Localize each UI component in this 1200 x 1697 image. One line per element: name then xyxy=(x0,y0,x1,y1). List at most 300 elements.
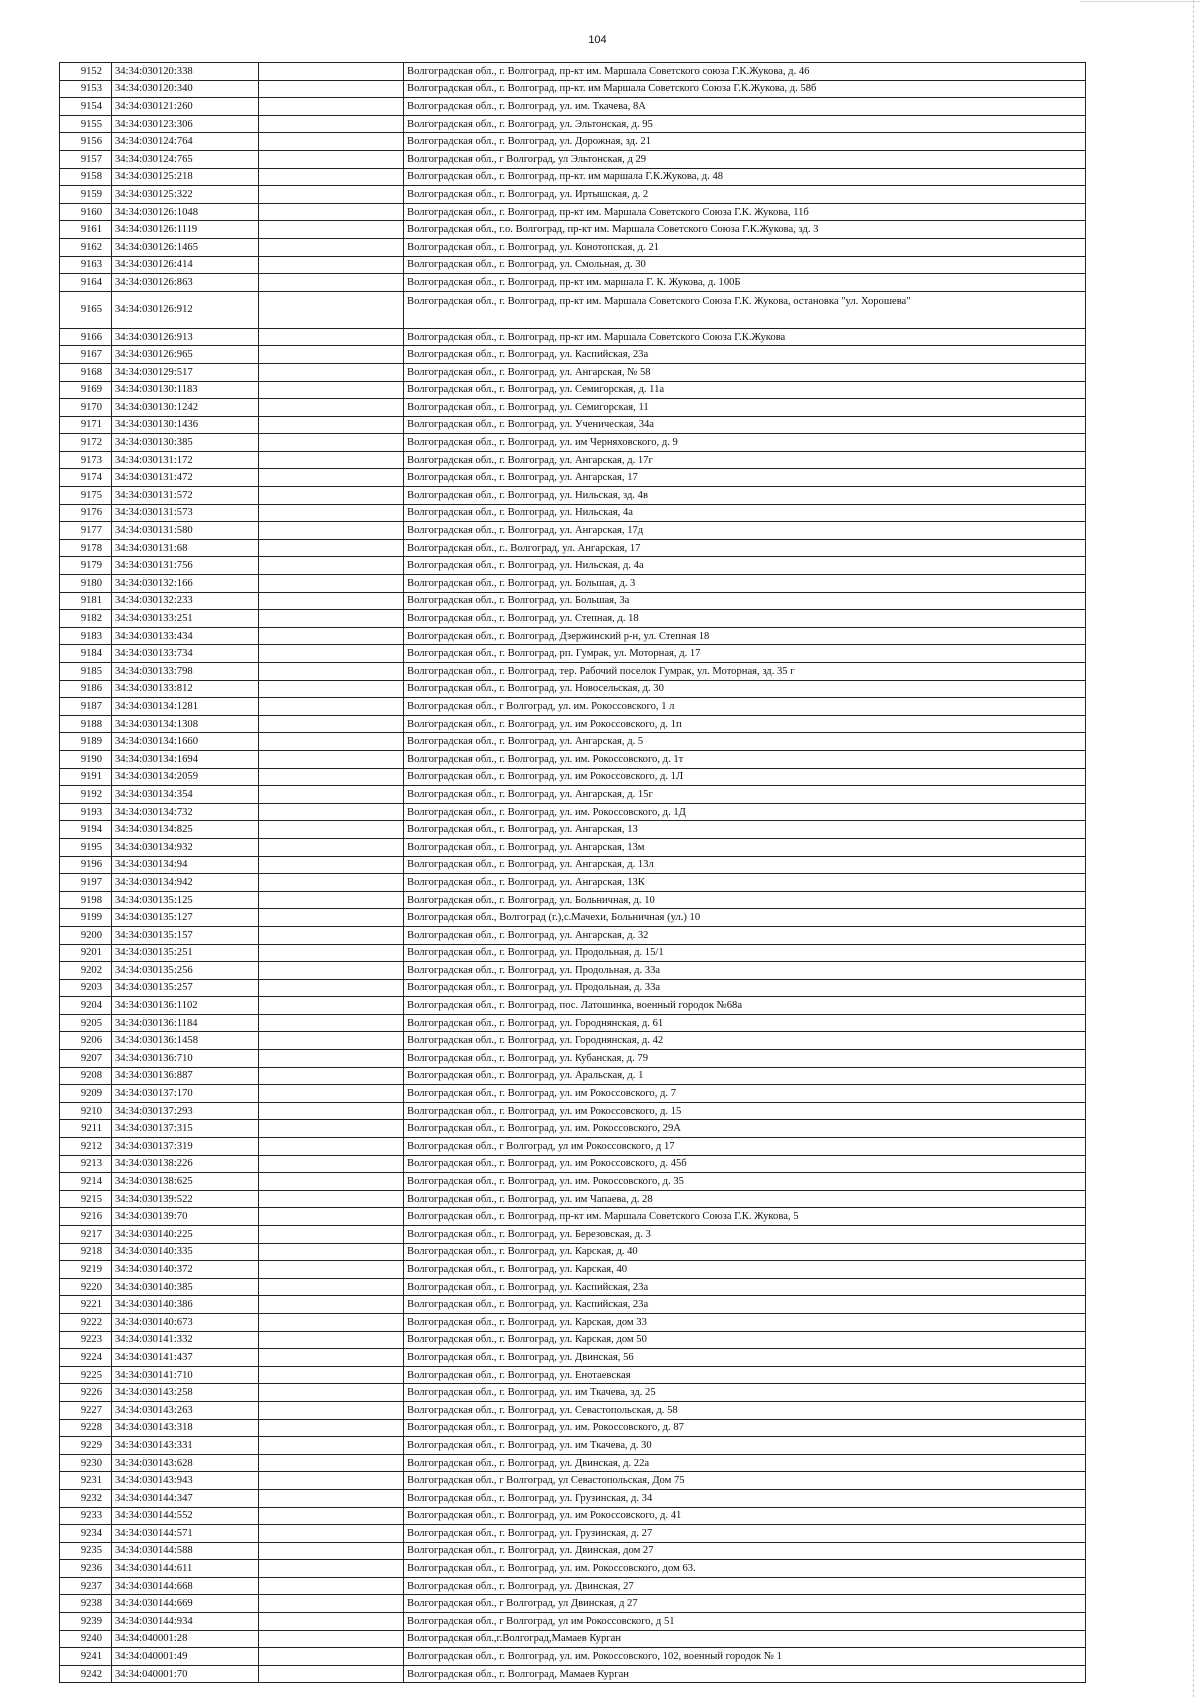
table-row xyxy=(60,487,1086,505)
empty-cell xyxy=(259,1261,404,1279)
table-row xyxy=(60,256,1086,274)
address-cell: Волгоградская обл., г. Волгоград, пр-кт им. Маршала Советского союза Г.К.Жукова, д. 46 xyxy=(404,63,1086,81)
table-row xyxy=(60,715,1086,733)
cadastral-number-cell: 34:34:030135:256 xyxy=(112,962,259,980)
table-row xyxy=(60,838,1086,856)
cadastral-number-cell: 34:34:030137:315 xyxy=(112,1120,259,1138)
cadastral-number-cell: 34:34:030140:335 xyxy=(112,1243,259,1261)
row-number-cell: 9216 xyxy=(60,1208,112,1226)
row-number-cell: 9175 xyxy=(60,487,112,505)
address-cell: Волгоградская обл., г. Волгоград, ул. Аральская, д. 1 xyxy=(404,1067,1086,1085)
table-row xyxy=(60,944,1086,962)
row-number-cell: 9193 xyxy=(60,803,112,821)
address-cell: Волгоградская обл., г. Волгоград, пос. Латошинка, военный городок №68а xyxy=(404,997,1086,1015)
empty-cell xyxy=(259,1542,404,1560)
cadastral-number-cell: 34:34:030131:572 xyxy=(112,487,259,505)
row-number-cell: 9225 xyxy=(60,1366,112,1384)
cadastral-number-cell: 34:34:030136:1102 xyxy=(112,997,259,1015)
cadastral-number-cell: 34:34:030134:825 xyxy=(112,821,259,839)
table-row xyxy=(60,575,1086,593)
address-cell: Волгоградская обл., г. Волгоград, ул. им Рокоссовского, д. 45б xyxy=(404,1155,1086,1173)
address-cell: Волгоградская обл., г. Волгоград, пр-кт. им маршала Г.К.Жукова, д. 48 xyxy=(404,168,1086,186)
address-cell: Волгоградская обл., г.о. Волгоград, пр-кт им. Маршала Советского Союза Г.К.Жукова, зд. 3 xyxy=(404,221,1086,239)
row-number-cell: 9222 xyxy=(60,1313,112,1331)
table-row xyxy=(60,133,1086,151)
table-row xyxy=(60,1331,1086,1349)
table-row xyxy=(60,627,1086,645)
empty-cell xyxy=(259,274,404,292)
address-cell: Волгоградская обл.,г.Волгоград,Мамаев Курган xyxy=(404,1630,1086,1648)
table-row xyxy=(60,1648,1086,1666)
address-cell: Волгоградская обл., г. Волгоград, пр-кт им. Маршала Советского Союза Г.К. Жукова, 11б xyxy=(404,203,1086,221)
row-number-cell: 9209 xyxy=(60,1085,112,1103)
address-cell: Волгоградская обл., г. Волгоград, ул. Двинская, 56 xyxy=(404,1349,1086,1367)
cadastral-number-cell: 34:34:030135:157 xyxy=(112,926,259,944)
row-number-cell: 9214 xyxy=(60,1173,112,1191)
cadastral-number-cell: 34:34:030131:573 xyxy=(112,504,259,522)
address-cell: Волгоградская обл., Волгоград (г.),с.Мачехи, Больничная (ул.) 10 xyxy=(404,909,1086,927)
row-number-cell: 9211 xyxy=(60,1120,112,1138)
empty-cell xyxy=(259,133,404,151)
table-row xyxy=(60,1630,1086,1648)
table-row xyxy=(60,1032,1086,1050)
table-row xyxy=(60,150,1086,168)
table-row xyxy=(60,1542,1086,1560)
table-row xyxy=(60,997,1086,1015)
table-row xyxy=(60,1085,1086,1103)
empty-cell xyxy=(259,715,404,733)
row-number-cell: 9164 xyxy=(60,274,112,292)
cadastral-number-cell: 34:34:030130:1242 xyxy=(112,399,259,417)
cadastral-number-cell: 34:34:030143:331 xyxy=(112,1437,259,1455)
row-number-cell: 9199 xyxy=(60,909,112,927)
address-cell: Волгоградская обл., г Волгоград, ул Севастопольская, Дом 75 xyxy=(404,1472,1086,1490)
empty-cell xyxy=(259,1208,404,1226)
empty-cell xyxy=(259,1155,404,1173)
cadastral-number-cell: 34:34:030138:625 xyxy=(112,1173,259,1191)
empty-cell xyxy=(259,1138,404,1156)
address-cell: Волгоградская обл., г. Волгоград, ул. им Ткачева, зд. 25 xyxy=(404,1384,1086,1402)
address-cell: Волгоградская обл., г. Волгоград, ул. Карская, д. 40 xyxy=(404,1243,1086,1261)
row-number-cell: 9166 xyxy=(60,328,112,346)
cadastral-number-cell: 34:34:030143:318 xyxy=(112,1419,259,1437)
row-number-cell: 9192 xyxy=(60,786,112,804)
cadastral-number-cell: 34:34:030140:225 xyxy=(112,1226,259,1244)
cadastral-number-cell: 34:34:030133:812 xyxy=(112,680,259,698)
cadastral-number-cell: 34:34:030134:942 xyxy=(112,874,259,892)
cadastral-number-cell: 34:34:030126:1465 xyxy=(112,238,259,256)
table-row xyxy=(60,1577,1086,1595)
cadastral-number-cell: 34:34:030134:1308 xyxy=(112,715,259,733)
page-edge-mark xyxy=(1080,1,1200,2)
address-cell: Волгоградская обл., г. Волгоград, ул. Карская, дом 33 xyxy=(404,1313,1086,1331)
table-row xyxy=(60,698,1086,716)
empty-cell xyxy=(259,168,404,186)
row-number-cell: 9178 xyxy=(60,539,112,557)
row-number-cell: 9233 xyxy=(60,1507,112,1525)
row-number-cell: 9215 xyxy=(60,1190,112,1208)
empty-cell xyxy=(259,962,404,980)
row-number-cell: 9207 xyxy=(60,1050,112,1068)
address-cell: Волгоградская обл., г. Волгоград, рп. Гумрак, ул. Моторная, д. 17 xyxy=(404,645,1086,663)
row-number-cell: 9196 xyxy=(60,856,112,874)
row-number-cell: 9156 xyxy=(60,133,112,151)
address-cell: Волгоградская обл., г. Волгоград, ул. Городнянская, д. 61 xyxy=(404,1014,1086,1032)
page-number: 104 xyxy=(588,34,607,46)
row-number-cell: 9210 xyxy=(60,1102,112,1120)
row-number-cell: 9174 xyxy=(60,469,112,487)
cadastral-number-cell: 34:34:030126:863 xyxy=(112,274,259,292)
table-row xyxy=(60,1595,1086,1613)
row-number-cell: 9153 xyxy=(60,80,112,98)
address-cell: Волгоградская обл., г. Волгоград, ул. им. Рокоссовского, 29А xyxy=(404,1120,1086,1138)
row-number-cell: 9162 xyxy=(60,238,112,256)
cadastral-number-cell: 34:34:030144:934 xyxy=(112,1613,259,1631)
cadastral-number-cell: 34:34:030129:517 xyxy=(112,363,259,381)
row-number-cell: 9231 xyxy=(60,1472,112,1490)
table-row xyxy=(60,1138,1086,1156)
table-row xyxy=(60,610,1086,628)
row-number-cell: 9173 xyxy=(60,451,112,469)
table-row xyxy=(60,115,1086,133)
empty-cell xyxy=(259,663,404,681)
row-number-cell: 9163 xyxy=(60,256,112,274)
table-row xyxy=(60,1366,1086,1384)
empty-cell xyxy=(259,539,404,557)
address-cell: Волгоградская обл., г. Волгоград, ул. Новосельская, д. 30 xyxy=(404,680,1086,698)
table-row xyxy=(60,786,1086,804)
address-cell: Волгоградская обл., г.. Волгоград, ул. Ангарская, 17 xyxy=(404,539,1086,557)
row-number-cell: 9185 xyxy=(60,663,112,681)
row-number-cell: 9154 xyxy=(60,98,112,116)
row-number-cell: 9226 xyxy=(60,1384,112,1402)
cadastral-number-cell: 34:34:030131:172 xyxy=(112,451,259,469)
row-number-cell: 9197 xyxy=(60,874,112,892)
table-row xyxy=(60,291,1086,328)
cadastral-number-cell: 34:34:030140:673 xyxy=(112,1313,259,1331)
cadastral-number-cell: 34:34:030136:1458 xyxy=(112,1032,259,1050)
table-row xyxy=(60,1419,1086,1437)
empty-cell xyxy=(259,1648,404,1666)
table-row xyxy=(60,186,1086,204)
empty-cell xyxy=(259,291,404,328)
address-cell: Волгоградская обл., г. Волгоград, ул. им Черняховского, д. 9 xyxy=(404,434,1086,452)
table-row xyxy=(60,750,1086,768)
table-row xyxy=(60,1050,1086,1068)
empty-cell xyxy=(259,203,404,221)
address-cell: Волгоградская обл., г. Волгоград, ул. им. Рокоссовского, д. 1т xyxy=(404,750,1086,768)
empty-cell xyxy=(259,821,404,839)
row-number-cell: 9172 xyxy=(60,434,112,452)
row-number-cell: 9206 xyxy=(60,1032,112,1050)
empty-cell xyxy=(259,381,404,399)
empty-cell xyxy=(259,1665,404,1683)
address-cell: Волгоградская обл., г. Волгоград, ул. им. Рокоссовского, дом 63. xyxy=(404,1560,1086,1578)
empty-cell xyxy=(259,1560,404,1578)
address-cell: Волгоградская обл., г. Волгоград, ул. Городнянская, д. 42 xyxy=(404,1032,1086,1050)
empty-cell xyxy=(259,328,404,346)
address-cell: Волгоградская обл., г. Волгоград, ул. Ангарская, д. 17г xyxy=(404,451,1086,469)
empty-cell xyxy=(259,944,404,962)
empty-cell xyxy=(259,680,404,698)
row-number-cell: 9202 xyxy=(60,962,112,980)
address-cell: Волгоградская обл., г Волгоград, ул Эльтонская, д 29 xyxy=(404,150,1086,168)
empty-cell xyxy=(259,891,404,909)
address-cell: Волгоградская обл., г. Волгоград, ул. им Рокоссовского, д. 41 xyxy=(404,1507,1086,1525)
table-row xyxy=(60,592,1086,610)
row-number-cell: 9171 xyxy=(60,416,112,434)
cadastral-number-cell: 34:34:030133:251 xyxy=(112,610,259,628)
address-cell: Волгоградская обл., г. Волгоград, пр-кт им. Маршала Советского Союза Г.К.Жукова xyxy=(404,328,1086,346)
table-row xyxy=(60,1665,1086,1683)
cadastral-number-cell: 34:34:030134:94 xyxy=(112,856,259,874)
empty-cell xyxy=(259,416,404,434)
address-cell: Волгоградская обл., г. Волгоград, ул. им Чапаева, д. 28 xyxy=(404,1190,1086,1208)
table-row xyxy=(60,1278,1086,1296)
empty-cell xyxy=(259,1278,404,1296)
table-row xyxy=(60,522,1086,540)
row-number-cell: 9220 xyxy=(60,1278,112,1296)
row-number-cell: 9170 xyxy=(60,399,112,417)
cadastral-number-cell: 34:34:030133:734 xyxy=(112,645,259,663)
table-row xyxy=(60,399,1086,417)
empty-cell xyxy=(259,1067,404,1085)
table-row xyxy=(60,1401,1086,1419)
address-cell: Волгоградская обл., г. Волгоград, ул. Ангарская, 13 xyxy=(404,821,1086,839)
row-number-cell: 9237 xyxy=(60,1577,112,1595)
table-row xyxy=(60,1261,1086,1279)
address-cell: Волгоградская обл., г. Волгоград, ул. им Ткачева, д. 30 xyxy=(404,1437,1086,1455)
row-number-cell: 9168 xyxy=(60,363,112,381)
empty-cell xyxy=(259,979,404,997)
address-cell: Волгоградская обл., г. Волгоград, ул. им Рокоссовского, д. 15 xyxy=(404,1102,1086,1120)
row-number-cell: 9159 xyxy=(60,186,112,204)
row-number-cell: 9228 xyxy=(60,1419,112,1437)
cadastral-number-cell: 34:34:030131:756 xyxy=(112,557,259,575)
cadastral-number-cell: 34:34:030143:258 xyxy=(112,1384,259,1402)
cadastral-number-cell: 34:34:030135:257 xyxy=(112,979,259,997)
cadastral-number-cell: 34:34:030120:338 xyxy=(112,63,259,81)
cadastral-number-cell: 34:34:030139:70 xyxy=(112,1208,259,1226)
address-cell: Волгоградская обл., г. Волгоград, ул. Ангарская, 13К xyxy=(404,874,1086,892)
cadastral-number-cell: 34:34:030134:1660 xyxy=(112,733,259,751)
address-cell: Волгоградская обл., г. Волгоград, ул. Карская, 40 xyxy=(404,1261,1086,1279)
empty-cell xyxy=(259,909,404,927)
table-row xyxy=(60,1560,1086,1578)
address-cell: Волгоградская обл., г. Волгоград, пр-кт им. Маршала Советского Союза Г.К. Жукова, остановка "ул. Хорошева" xyxy=(404,291,1086,328)
empty-cell xyxy=(259,645,404,663)
empty-cell xyxy=(259,1349,404,1367)
table-row xyxy=(60,962,1086,980)
table-row xyxy=(60,768,1086,786)
cadastral-number-cell: 34:34:040001:49 xyxy=(112,1648,259,1666)
empty-cell xyxy=(259,557,404,575)
cadastral-number-cell: 34:34:030130:385 xyxy=(112,434,259,452)
cadastral-number-cell: 34:34:030133:434 xyxy=(112,627,259,645)
table-row xyxy=(60,1454,1086,1472)
address-cell: Волгоградская обл., г. Волгоград, ул. им. Ткачева, 8А xyxy=(404,98,1086,116)
empty-cell xyxy=(259,786,404,804)
cadastral-number-cell: 34:34:030130:1183 xyxy=(112,381,259,399)
table-row xyxy=(60,221,1086,239)
row-number-cell: 9191 xyxy=(60,768,112,786)
table-row xyxy=(60,1313,1086,1331)
address-cell: Волгоградская обл., г. Волгоград, ул. Большая, 3а xyxy=(404,592,1086,610)
empty-cell xyxy=(259,768,404,786)
row-number-cell: 9169 xyxy=(60,381,112,399)
cadastral-number-cell: 34:34:030143:628 xyxy=(112,1454,259,1472)
cadastral-number-cell: 34:34:030137:293 xyxy=(112,1102,259,1120)
table-row xyxy=(60,328,1086,346)
table-row xyxy=(60,238,1086,256)
cadastral-number-cell: 34:34:030144:571 xyxy=(112,1525,259,1543)
row-number-cell: 9157 xyxy=(60,150,112,168)
empty-cell xyxy=(259,1102,404,1120)
address-cell: Волгоградская обл., г. Волгоград, ул. Ангарская, 17д xyxy=(404,522,1086,540)
row-number-cell: 9155 xyxy=(60,115,112,133)
row-number-cell: 9200 xyxy=(60,926,112,944)
empty-cell xyxy=(259,487,404,505)
row-number-cell: 9176 xyxy=(60,504,112,522)
cadastral-number-cell: 34:34:030132:166 xyxy=(112,575,259,593)
empty-cell xyxy=(259,63,404,81)
empty-cell xyxy=(259,1190,404,1208)
row-number-cell: 9189 xyxy=(60,733,112,751)
row-number-cell: 9240 xyxy=(60,1630,112,1648)
address-cell: Волгоградская обл., г. Волгоград, ул. им. Рокоссовского, 102, военный городок № 1 xyxy=(404,1648,1086,1666)
table-row xyxy=(60,1014,1086,1032)
cadastral-number-cell: 34:34:030140:372 xyxy=(112,1261,259,1279)
cadastral-number-cell: 34:34:030126:965 xyxy=(112,346,259,364)
address-cell: Волгоградская обл., г. Волгоград, ул. им Рокоссовского, д. 1п xyxy=(404,715,1086,733)
address-cell: Волгоградская обл., г. Волгоград, тер. Рабочий поселок Гумрак, ул. Моторная, зд. 35 г xyxy=(404,663,1086,681)
table-row xyxy=(60,1613,1086,1631)
cadastral-number-cell: 34:34:030137:170 xyxy=(112,1085,259,1103)
row-number-cell: 9179 xyxy=(60,557,112,575)
empty-cell xyxy=(259,98,404,116)
cadastral-number-cell: 34:34:030136:1184 xyxy=(112,1014,259,1032)
cadastral-number-cell: 34:34:030144:668 xyxy=(112,1577,259,1595)
empty-cell xyxy=(259,238,404,256)
cadastral-number-cell: 34:34:030131:68 xyxy=(112,539,259,557)
empty-cell xyxy=(259,150,404,168)
empty-cell xyxy=(259,399,404,417)
cadastral-number-cell: 34:34:030126:414 xyxy=(112,256,259,274)
empty-cell xyxy=(259,592,404,610)
cadastral-number-cell: 34:34:030144:611 xyxy=(112,1560,259,1578)
row-number-cell: 9194 xyxy=(60,821,112,839)
empty-cell xyxy=(259,1384,404,1402)
table-row xyxy=(60,168,1086,186)
address-cell: Волгоградская обл., г. Волгоград, ул. Грузинская, д. 27 xyxy=(404,1525,1086,1543)
row-number-cell: 9217 xyxy=(60,1226,112,1244)
address-cell: Волгоградская обл., г. Волгоград, ул. Продольная, д. 33а xyxy=(404,979,1086,997)
row-number-cell: 9195 xyxy=(60,838,112,856)
row-number-cell: 9205 xyxy=(60,1014,112,1032)
address-cell: Волгоградская обл., г Волгоград, ул. им. Рокоссовского, 1 л xyxy=(404,698,1086,716)
table-row xyxy=(60,1102,1086,1120)
row-number-cell: 9208 xyxy=(60,1067,112,1085)
cadastral-number-cell: 34:34:030134:1694 xyxy=(112,750,259,768)
row-number-cell: 9201 xyxy=(60,944,112,962)
empty-cell xyxy=(259,1331,404,1349)
address-cell: Волгоградская обл., г. Волгоград, ул. им. Рокоссовского, д. 87 xyxy=(404,1419,1086,1437)
cadastral-number-cell: 34:34:030136:710 xyxy=(112,1050,259,1068)
address-cell: Волгоградская обл., г. Волгоград, ул. Ангарская, 17 xyxy=(404,469,1086,487)
empty-cell xyxy=(259,1173,404,1191)
table-row xyxy=(60,1173,1086,1191)
cadastral-number-cell: 34:34:030134:2059 xyxy=(112,768,259,786)
table-row xyxy=(60,1120,1086,1138)
cadastral-number-cell: 34:34:030126:913 xyxy=(112,328,259,346)
row-number-cell: 9167 xyxy=(60,346,112,364)
address-cell: Волгоградская обл., г. Волгоград, ул. им. Рокоссовского, д. 1Д xyxy=(404,803,1086,821)
cadastral-number-cell: 34:34:030124:765 xyxy=(112,150,259,168)
table-row xyxy=(60,381,1086,399)
row-number-cell: 9234 xyxy=(60,1525,112,1543)
address-cell: Волгоградская обл., г. Волгоград, ул. Степная, д. 18 xyxy=(404,610,1086,628)
empty-cell xyxy=(259,1595,404,1613)
cadastral-number-cell: 34:34:030134:932 xyxy=(112,838,259,856)
address-cell: Волгоградская обл., г. Волгоград, ул. им Рокоссовского, д. 1Л xyxy=(404,768,1086,786)
address-cell: Волгоградская обл., г. Волгоград, ул. Продольная, д. 33а xyxy=(404,962,1086,980)
empty-cell xyxy=(259,874,404,892)
cadastral-number-cell: 34:34:030144:588 xyxy=(112,1542,259,1560)
address-cell: Волгоградская обл., г. Волгоград, ул. Иртышская, д. 2 xyxy=(404,186,1086,204)
cadastral-number-cell: 34:34:040001:28 xyxy=(112,1630,259,1648)
empty-cell xyxy=(259,1120,404,1138)
row-number-cell: 9158 xyxy=(60,168,112,186)
cadastral-number-cell: 34:34:030120:340 xyxy=(112,80,259,98)
cadastral-number-cell: 34:34:040001:70 xyxy=(112,1665,259,1683)
empty-cell xyxy=(259,1613,404,1631)
row-number-cell: 9221 xyxy=(60,1296,112,1314)
empty-cell xyxy=(259,469,404,487)
empty-cell xyxy=(259,1437,404,1455)
cadastral-number-cell: 34:34:030141:710 xyxy=(112,1366,259,1384)
table-row xyxy=(60,909,1086,927)
table-row xyxy=(60,803,1086,821)
empty-cell xyxy=(259,838,404,856)
table-row xyxy=(60,821,1086,839)
address-cell: Волгоградская обл., г. Волгоград, ул. Смольная, д. 30 xyxy=(404,256,1086,274)
empty-cell xyxy=(259,750,404,768)
table-row xyxy=(60,663,1086,681)
table-row xyxy=(60,557,1086,575)
table-row xyxy=(60,874,1086,892)
table-row xyxy=(60,1243,1086,1261)
table-row xyxy=(60,203,1086,221)
cadastral-number-cell: 34:34:030140:386 xyxy=(112,1296,259,1314)
row-number-cell: 9181 xyxy=(60,592,112,610)
table-row xyxy=(60,1472,1086,1490)
address-cell: Волгоградская обл., г. Волгоград, ул. Каспийская, 23а xyxy=(404,1296,1086,1314)
row-number-cell: 9198 xyxy=(60,891,112,909)
empty-cell xyxy=(259,926,404,944)
row-number-cell: 9238 xyxy=(60,1595,112,1613)
address-cell: Волгоградская обл., г. Волгоград, ул. Дорожная, зд. 21 xyxy=(404,133,1086,151)
address-cell: Волгоградская обл., г. Волгоград, ул. Ангарская, д. 5 xyxy=(404,733,1086,751)
address-cell: Волгоградская обл., г. Волгоград, ул. Кубанская, д. 79 xyxy=(404,1050,1086,1068)
address-cell: Волгоградская обл., г. Волгоград, ул. Березовская, д. 3 xyxy=(404,1226,1086,1244)
table-row xyxy=(60,1525,1086,1543)
empty-cell xyxy=(259,1507,404,1525)
table-row xyxy=(60,469,1086,487)
cadastral-number-cell: 34:34:030125:218 xyxy=(112,168,259,186)
address-cell: Волгоградская обл., г. Волгоград, ул. Продольная, д. 15/1 xyxy=(404,944,1086,962)
cadastral-number-cell: 34:34:030141:332 xyxy=(112,1331,259,1349)
cadastral-number-cell: 34:34:030126:1048 xyxy=(112,203,259,221)
